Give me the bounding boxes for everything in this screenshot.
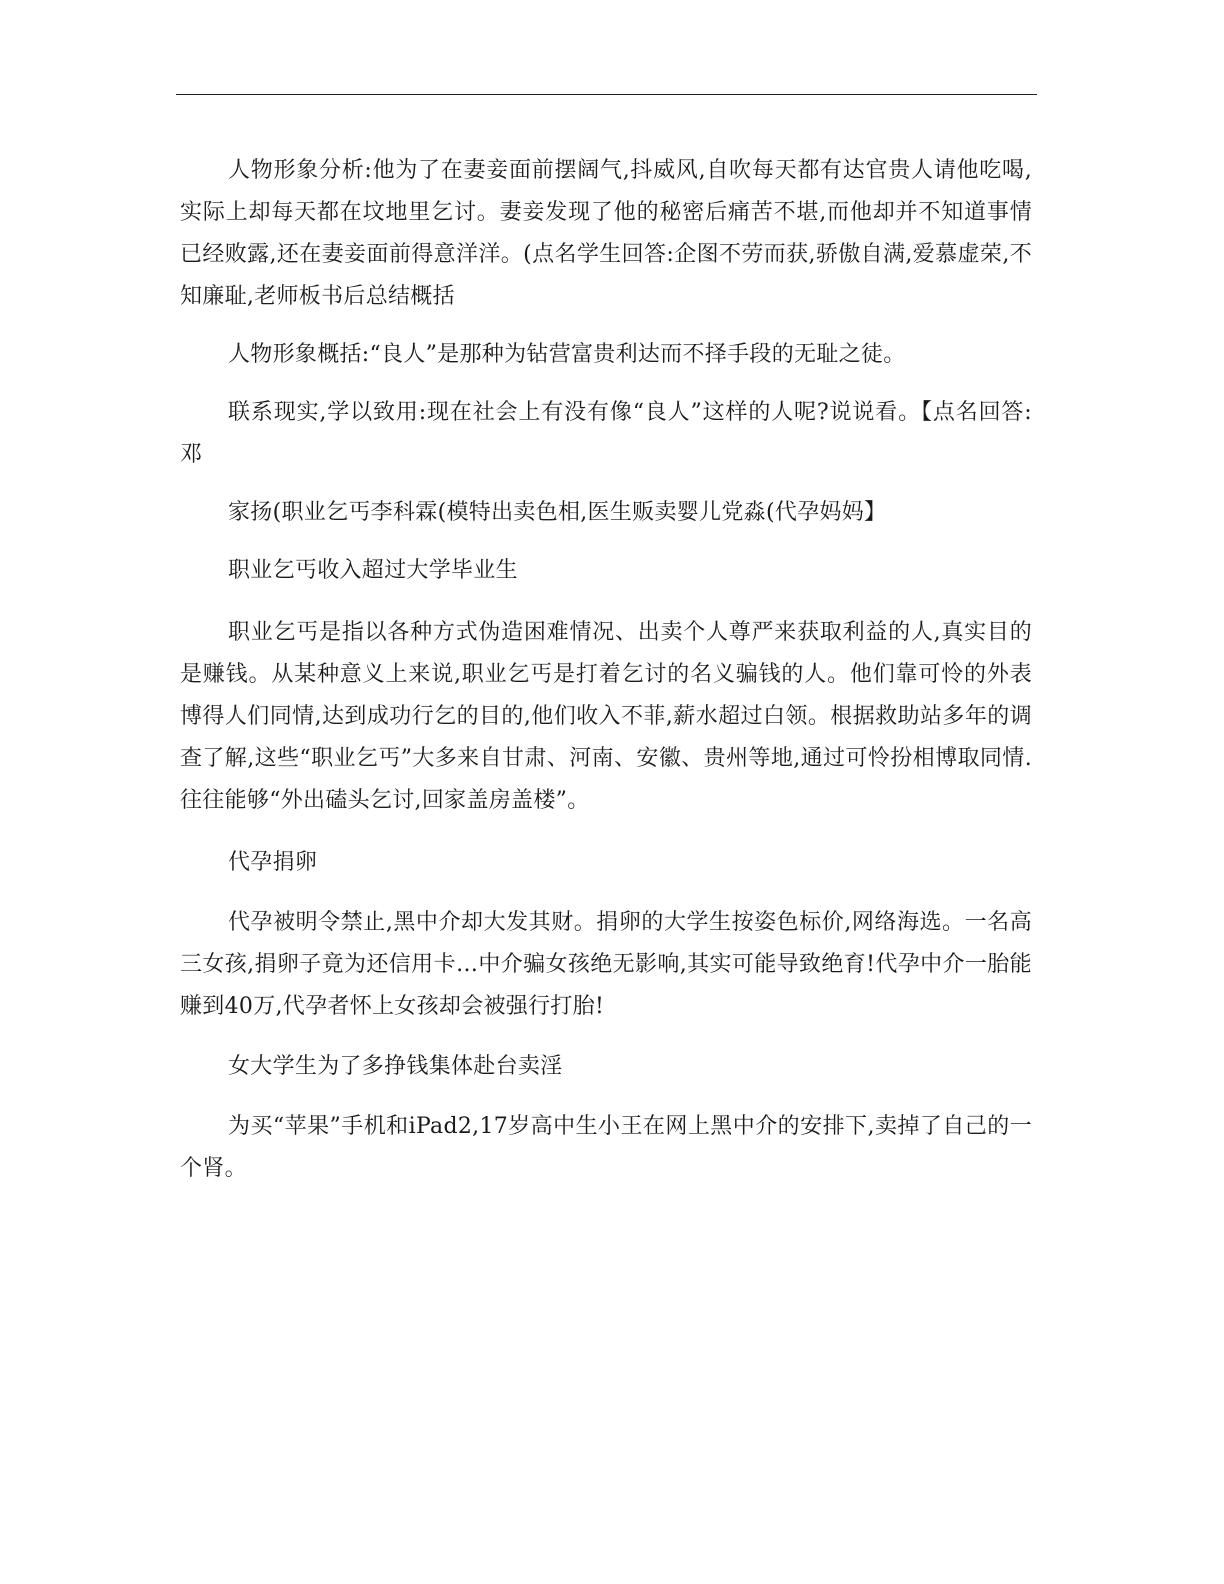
paragraph-character-analysis: 人物形象分析:他为了在妻妾面前摆阔气,抖威风,自吹每天都有达官贵人请他吃喝,实际上却每天都在坟地里乞讨。妻妾发现了他的秘密后痛苦不堪,而他却并不知道事情已经败露,还在妻妾面前得意洋洋。(点名学生回答:企图不劳而获,骄傲自满,爱慕虚荣,不知廉耻,老师板书后总结概括 [180,158,1032,309]
document-body [180,150,1032,1190]
paragraph-student-answers: 家扬(职业乞丐李科霖(模特出卖色相,医生贩卖婴儿党淼(代孕妈妈】 [228,500,887,525]
paragraph-heading-students: 女大学生为了多挣钱集体赴台卖淫 [228,1054,563,1079]
paragraph-beggar-description: 职业乞丐是指以各种方式伪造困难情况、出卖个人尊严来获取利益的人,真实目的是赚钱。从某种意义上来说,职业乞丐是打着乞讨的名义骗钱的人。他们靠可怜的外表博得人们同情,达到成功行乞的目的,他们收入不菲,薪水超过白领。根据救助站多年的调查了解,这些“职业乞丐”大多来自甘肃、河南、安徽、贵州等地,通过可怜扮相博取同情.往往能够“外出磕头乞讨,回家盖房盖楼”。 [180,620,1032,813]
paragraph-surrogacy-description: 代孕被明令禁止,黑中介却大发其财。捐卵的大学生按姿色标价,网络海选。一名高三女孩,捐卵子竟为还信用卡…中介骗女孩绝无影响,其实可能导致绝育!代孕中介一胎能赚到40万,代孕者怀上女孩却会被强行打胎! [180,910,1032,1019]
paragraph-heading-surrogacy: 代孕捐卵 [228,850,318,875]
paragraph-character-summary: 人物形象概括:“良人”是那种为钻营富贵利达而不择手段的无耻之徒。 [228,342,906,367]
paragraph-heading-beggar: 职业乞丐收入超过大学毕业生 [228,558,518,583]
paragraph-reality-connection: 联系现实,学以致用:现在社会上有没有像“良人”这样的人呢?说说看。【点名回答:邓 [180,400,1032,467]
header-rule [176,94,1037,95]
paragraph-kidney-story: 为买“苹果”手机和iPad2,17岁高中生小王在网上黑中介的安排下,卖掉了自己的一个肾。 [180,1114,1032,1181]
